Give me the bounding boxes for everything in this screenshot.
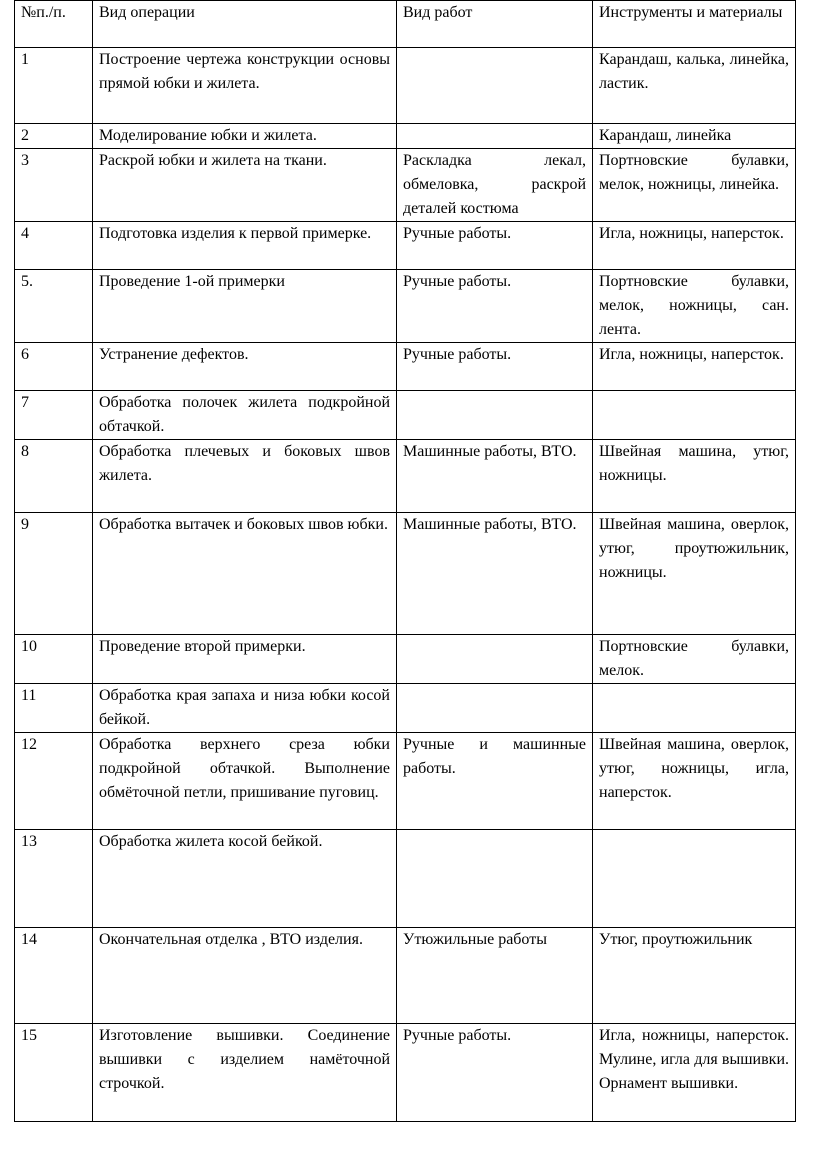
operations-table: [14, 0, 796, 1122]
table-row: [15, 635, 796, 684]
row-tools: Карандаш, калька, линейка, ластик.: [593, 48, 796, 124]
table-row: [15, 684, 796, 733]
table-row: [15, 222, 796, 270]
table-row: [15, 391, 796, 440]
table-row: [15, 830, 796, 928]
table-row: [15, 124, 796, 149]
header-operation: Вид операции: [93, 1, 397, 48]
row-work: [397, 124, 593, 149]
row-work: Ручные работы.: [397, 270, 593, 343]
row-operation: Обработка верхнего среза юбки подкройной обтачкой. Выполнение обмёточной петли, пришивание пуговиц.: [93, 733, 397, 830]
row-number: 10: [15, 635, 93, 684]
row-tools: [593, 391, 796, 440]
row-work: [397, 391, 593, 440]
row-tools: [593, 830, 796, 928]
row-work: Ручные и машинные работы.: [397, 733, 593, 830]
row-operation: Изготовление вышивки. Соединение вышивки с изделием намёточной строчкой.: [93, 1024, 397, 1122]
table-row: [15, 270, 796, 343]
row-work: Раскладка лекал, обмеловка, раскрой деталей костюма: [397, 149, 593, 222]
row-number: 13: [15, 830, 93, 928]
table-row: [15, 48, 796, 124]
table-row: [15, 513, 796, 635]
row-work: [397, 48, 593, 124]
table-header-row: [15, 1, 796, 48]
row-operation: Обработка полочек жилета подкройной обтачкой.: [93, 391, 397, 440]
row-operation: Проведение второй примерки.: [93, 635, 397, 684]
header-number: №п./п.: [15, 1, 93, 48]
row-operation: Окончательная отделка , ВТО изделия.: [93, 928, 397, 1024]
row-operation: Устранение дефектов.: [93, 343, 397, 391]
row-operation: Обработка плечевых и боковых швов жилета.: [93, 440, 397, 513]
row-tools: Портновские булавки, мелок.: [593, 635, 796, 684]
table-row: [15, 928, 796, 1024]
row-operation: Построение чертежа конструкции основы прямой юбки и жилета.: [93, 48, 397, 124]
row-operation: Обработка вытачек и боковых швов юбки.: [93, 513, 397, 635]
document-page: [14, 0, 795, 1122]
row-number: 8: [15, 440, 93, 513]
row-tools: Портновские булавки, мелок, ножницы, сан. лента.: [593, 270, 796, 343]
row-tools: Швейная машина, оверлок, утюг, проутюжильник, ножницы.: [593, 513, 796, 635]
row-number: 15: [15, 1024, 93, 1122]
row-number: 12: [15, 733, 93, 830]
table-row: [15, 440, 796, 513]
row-number: 1: [15, 48, 93, 124]
row-number: 6: [15, 343, 93, 391]
row-tools: Игла, ножницы, наперсток.: [593, 343, 796, 391]
row-number: 2: [15, 124, 93, 149]
row-work: Ручные работы.: [397, 1024, 593, 1122]
row-number: 3: [15, 149, 93, 222]
row-tools: Портновские булавки, мелок, ножницы, линейка.: [593, 149, 796, 222]
row-number: 9: [15, 513, 93, 635]
header-work: Вид работ: [397, 1, 593, 48]
row-number: 14: [15, 928, 93, 1024]
row-tools: Игла, ножницы, наперсток. Мулине, игла для вышивки. Орнамент вышивки.: [593, 1024, 796, 1122]
row-operation: Раскрой юбки и жилета на ткани.: [93, 149, 397, 222]
table-row: [15, 343, 796, 391]
header-tools: Инструменты и материалы: [593, 1, 796, 48]
row-operation: Подготовка изделия к первой примерке.: [93, 222, 397, 270]
row-operation: Обработка жилета косой бейкой.: [93, 830, 397, 928]
row-work: Машинные работы, ВТО.: [397, 440, 593, 513]
row-tools: Швейная машина, оверлок, утюг, ножницы, игла, наперсток.: [593, 733, 796, 830]
row-operation: Моделирование юбки и жилета.: [93, 124, 397, 149]
row-operation: Проведение 1-ой примерки: [93, 270, 397, 343]
row-tools: [593, 684, 796, 733]
table-row: [15, 733, 796, 830]
table-row: [15, 149, 796, 222]
row-tools: Швейная машина, утюг, ножницы.: [593, 440, 796, 513]
row-work: [397, 830, 593, 928]
row-work: Утюжильные работы: [397, 928, 593, 1024]
row-number: 7: [15, 391, 93, 440]
row-number: 11: [15, 684, 93, 733]
row-tools: Игла, ножницы, наперсток.: [593, 222, 796, 270]
table-row: [15, 1024, 796, 1122]
row-work: Ручные работы.: [397, 222, 593, 270]
row-work: Машинные работы, ВТО.: [397, 513, 593, 635]
row-tools: Утюг, проутюжильник: [593, 928, 796, 1024]
row-number: 5.: [15, 270, 93, 343]
row-work: [397, 635, 593, 684]
row-operation: Обработка края запаха и низа юбки косой бейкой.: [93, 684, 397, 733]
row-tools: Карандаш, линейка: [593, 124, 796, 149]
row-number: 4: [15, 222, 93, 270]
row-work: [397, 684, 593, 733]
row-work: Ручные работы.: [397, 343, 593, 391]
